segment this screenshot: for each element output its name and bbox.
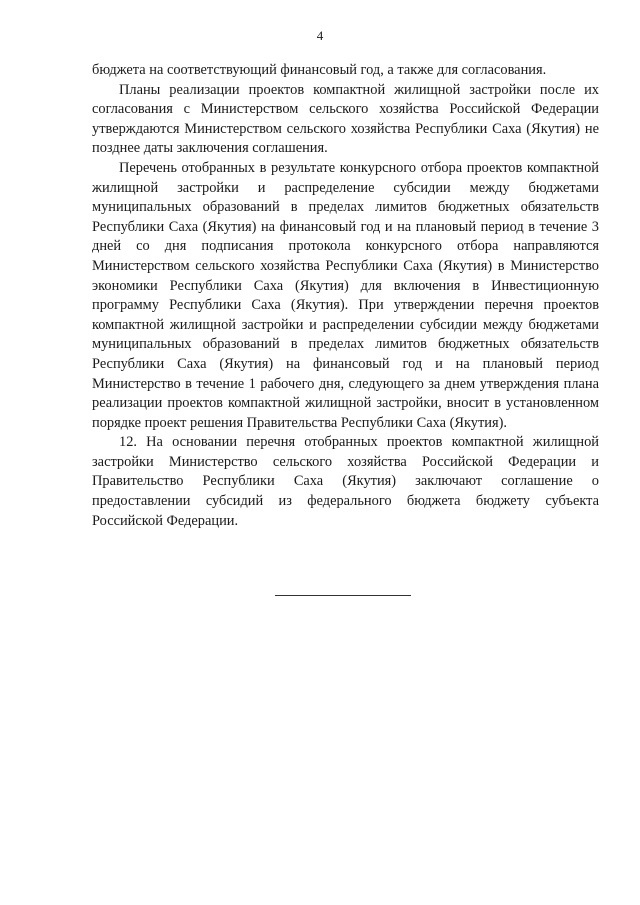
paragraph-plans-approval: Планы реализации проектов компактной жилищной застройки после их согласования с Министерством сельского хозяйства Российской Федерации утверждаются Министерством сельского хозяйства Республики Саха (Якутия) не позднее даты заключения соглашения.: [92, 81, 599, 157]
paragraph-clause-12: 12. На основании перечня отобранных проектов компактной жилищной застройки Министерство сельского хозяйства Российской Федерации и Правительство Республики Саха (Якутия) заключают соглашение о предоставлении субсидий из федерального бюджета бюджету субъекта Российской Федерации.: [92, 434, 599, 529]
paragraph-continuation: бюджета на соответствующий финансовый год, а также для согласования.: [92, 62, 547, 78]
document-body: [92, 61, 599, 531]
page-number: 4: [316, 28, 324, 43]
end-of-document-rule: [275, 595, 411, 596]
paragraph-selected-projects-list: Перечень отобранных в результате конкурсного отбора проектов компактной жилищной застройки и распределение субсидии между бюджетами муниципальных образований в пределах лимитов бюджетных обязательств Республики Саха (Якутия) на финансовый год и на плановый период в течение 3 дней со дня подписания протокола конкурсного отбора направляются Министерством сельского хозяйства Республики Саха (Якутия) в Министерство экономики Республики Саха (Якутия) для включения в Инвестиционную программу Республики Саха (Якутия). При утверждении перечня проектов компактной жилищной застройки и распределении субсидии между бюджетами муниципальных образований в пределах лимитов бюджетных обязательств Республики Саха (Якутия) на финансовый год и на плановый период Министерство в течение 1 рабочего дня, следующего за днем утверждения плана реализации проектов компактной жилищной застройки, вносит в установленном порядке проект решения Правительства Республики Саха (Якутия).: [92, 159, 599, 431]
